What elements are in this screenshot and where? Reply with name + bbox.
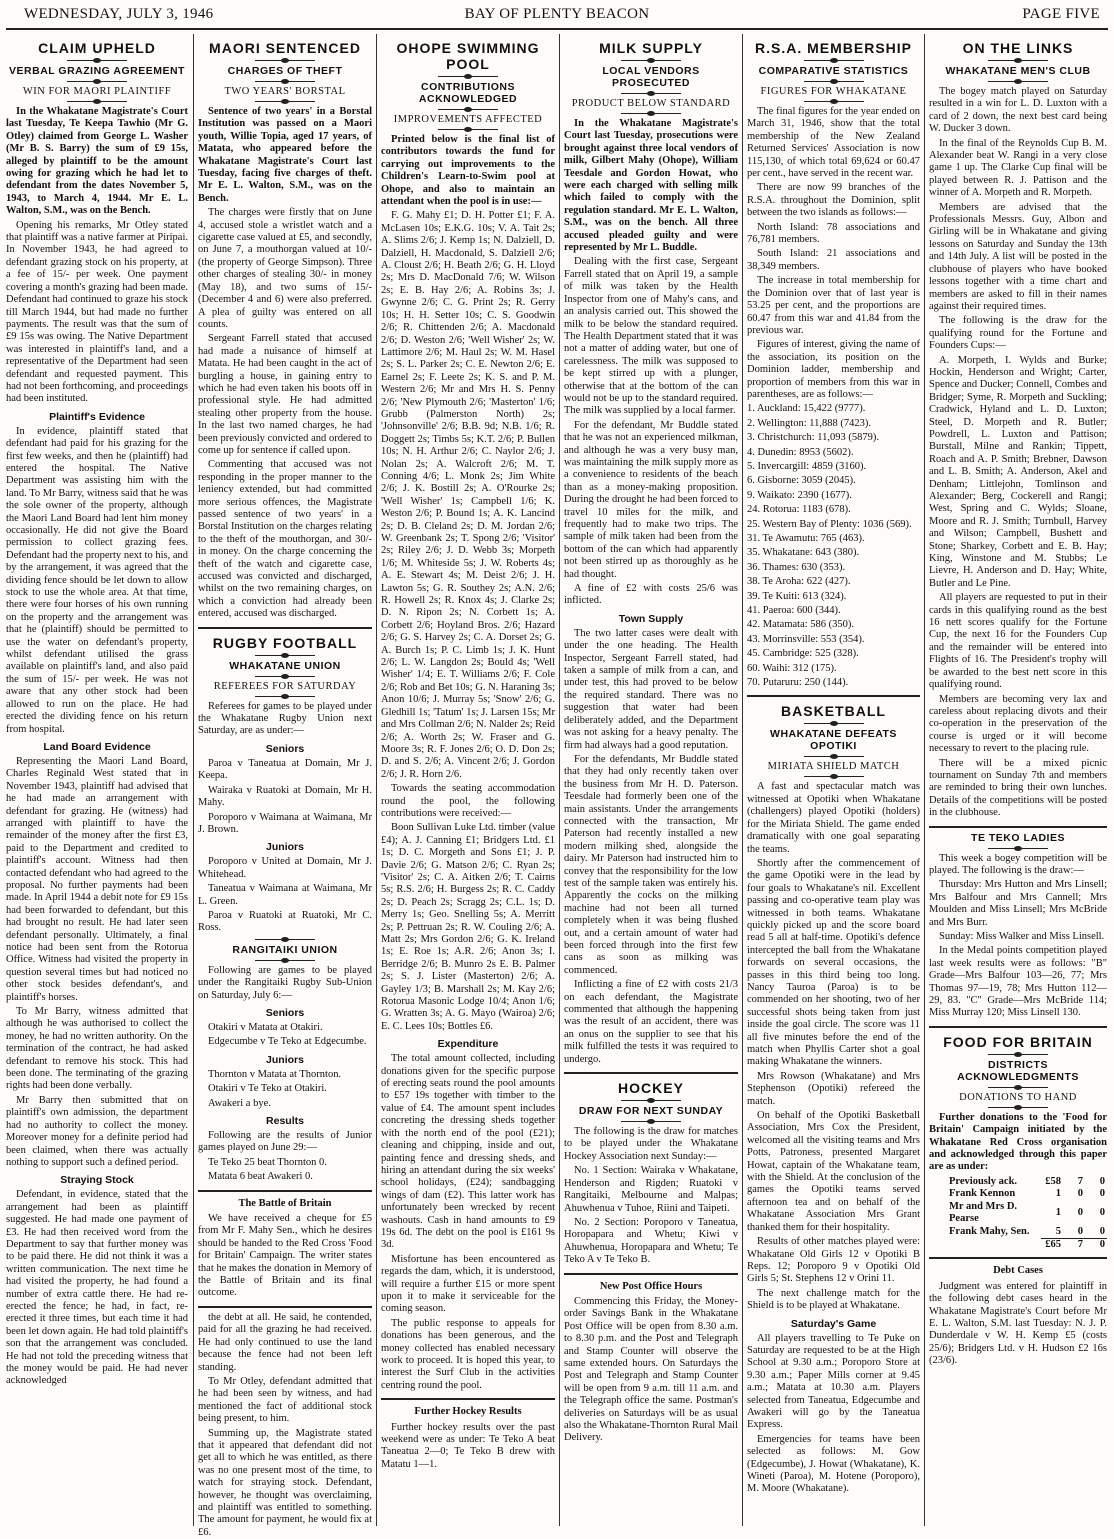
rank-item: 31. Te Awamutu: 765 (463). [747,533,865,544]
paragraph: For the defendant, Mr Buddle stated that he was not an experienced milkman, and although he was a very busy man, was maintaining the milk supply more as a convenience to residents of the beach than as a money-making proposition. During the drought he had been forced to travel 10 miles for the milk, and frequently had to make two trips. The sample of milk taken had been from the bottom of the can which had apparently not been stirred up as thoroughly as he had thought. [564,419,738,580]
rank-item: 24. Rotorua: 1183 (678). [747,504,851,516]
donations-table [929,1176,1107,1251]
section-heading: Seniors [265,1006,305,1019]
paragraph: Sunday: Miss Walker and Miss Linsell. [939,931,1105,942]
section-heading: Straying Stock [60,1174,134,1187]
rank-item: 41. Paeroa: 600 (344). [747,605,841,617]
paragraph: A fine of £2 with costs 25/6 was inflicted. [564,583,738,607]
pounds: 1 [1055,1206,1061,1218]
lead-paragraph: Sentence of two years' in a Borstal Institution was passed on a Maori youth, Willie Topia, aged 17 years, of Matata, who appeared before the Whakatane Magistrate's Court last Tuesday, facing five charges of theft. Mr E. L. Walton, S.M., was on the Bench. [198,106,372,204]
divider [255,81,315,82]
fixture: Edgecumbe v Te Teko at Edgecumbe. [208,1036,367,1048]
divider [988,81,1048,82]
rank-item: 36. Thames: 630 (353). [747,561,846,573]
masthead-rule [6,28,1108,30]
section-rule [198,627,372,629]
paragraph: We have received a cheque for £5 from Mr F. Mahy Sen., which he desires should be handed to the Red Cross 'Food for Britain' Campaign. The writer states that he makes the donation in Memory of the Battle of Britain and its final outcome. [198,1213,372,1299]
paragraph: Representing the Maori Land Board, Charles Reginald West stated that in November 1943, plaintiff had advised that he had made an arrangement with defendant for grazing. He (witness) had arranged with plaintiff to have the remainder of the money after the first £3, paid to the Department and credited to plaintiff's account. Witness had then contacted defendant who had agreed to the proposal. No further payments had been made. In April 1944 a debit note for £9 15s had been forwarded to defendant, but this had brought no result. He had later seen defendant personally. Ultimately, a final notice had been sent from the Rotorua Office. Witness had visited the property in question several times but had noticed no other stock besides defendant's, and plaintiff's horses. [6,755,188,1003]
paragraph: Mrs Rowson (Whakatane) and Mrs Stephenson (Opotiki) refereed the match. [747,1070,920,1107]
paragraph: Referees for games to be played under the Whakatane Rugby Union next Saturday, are as under:— [198,700,372,737]
divider [438,109,498,110]
paragraph: Mr Barry then submitted that on plaintiff's own admission, the department had no authority to collect the money. Moreover money for a definite period had been claimed, when there was actually nothing to support such a defined period. [6,1094,188,1168]
total-pence: 0 [1085,1238,1107,1251]
subheadline: REFEREES FOR SATURDAY [213,680,357,692]
rank-item: 5. Invercargill: 4859 (3160). [747,460,867,472]
headline: R.S.A. MEMBERSHIP [754,40,912,56]
paragraph: The total amount collected, including donations given for the specific purpose of erecting seats round the pool amounts to £57 19s together with timber to the value of £4. The amount spent includes concreting the dressing sheds together with the north end of the pool (£21); cleaning and chipping, inside and out, painting fence and dressing sheds, and hiring an attendant during the six weeks' school holidays, (£24); sandbagging wings of dam (£2). This latter work has unfortunately been wrecked by recent washouts. Cash in hand amounts to £9 19s 6d. The debt on the pool is £161 9s 3d. [381,1053,555,1251]
article-claim-upheld [6,34,188,1526]
fixture: Otakiri v Matata at Otakiri. [208,1021,323,1033]
divider [621,1100,681,1101]
donor-name: Mr and Mrs D. Pearse [949,1200,1018,1225]
total-pounds: £65 [1041,1238,1063,1251]
article-on-the-links [929,34,1107,1526]
divider [988,1087,1048,1088]
section-rule [564,1273,738,1275]
divider [804,723,864,724]
column-rule [559,34,560,1526]
column-rule [924,34,925,1526]
masthead [0,0,1114,26]
rank-item: 4. Dunedin: 8953 (5602). [747,446,854,458]
subheadline: VERBAL GRAZING AGREEMENT [9,65,185,77]
headline: FOOD FOR BRITAIN [943,1033,1093,1050]
divider [67,81,127,82]
lead-paragraph: Printed below is the final list of contributors towards the fund for carrying out improvements to the Children's Learn-to-Swim pool at Ohope, and also to maintain an attendant when the pool is in use:— [381,134,555,208]
divider [255,655,315,656]
section-heading: Juniors [266,1053,304,1066]
paragraph: All players travelling to Te Puke on Saturday are requested to be at the High School at 9.30 a.m.; Poroporo Store at 9.30 a.m.; Paper Mills corner at 9.45 a.m.; Matata at 10.30 a.m. Players selected from Taneatua, Edgecumbe and Awakeri will go by the Taneatua Express. [747,1332,920,1431]
divider [621,93,681,94]
table-row [929,1188,1107,1200]
divider [988,1107,1048,1108]
paragraph: Thursday: Mrs Hutton and Mrs Linsell; Mrs Balfour and Mrs Cannell; Mrs Moulden and Miss Linsell; Mrs McBride and Mrs Burr. [929,879,1107,928]
section-heading: The Battle of Britain [238,1197,332,1209]
paragraph: Emergencies for teams have been selected as follows: M. Gow (Edgecumbe), J. Howat (Whakatane), K. Wineti (Paroa), M. Hotene (Poroporo), M. Moore (Whakatane). [747,1433,920,1495]
subheadline: LOCAL VENDORS PROSECUTED [602,65,700,89]
paragraph: The bogey match played on Saturday resulted in a win for L. D. Luxton with a card of 2 down, the next best card being W. Ducker 3 down. [929,86,1107,135]
paragraph: Dealing with the first case, Sergeant Farrell stated that on April 19, a sample of milk was taken by the Health Inspector from one of Mahy's cans, and an analysis carried out. This showed the milk to be below the standard required. The Health Department stated that it was not a matter of adding water, but one of carelessness. The milk was supposed to be kept stirred up with a plunger, otherwise that at the bottom of the can would not be up to the standard required. The milk was supplied by a local farmer. [564,256,738,417]
paragraph: A fast and spectacular match was witnessed at Opotiki when Whakatane (challengers) played Opotiki (holders) for the Miriata Shield. The game ended dramatically with one goal separating the teams. [747,781,920,855]
headline: BASKETBALL [781,703,886,720]
pence: 0 [1099,1206,1105,1218]
article-rsa-membership [747,34,920,1526]
pence: 0 [1099,1188,1105,1200]
divider [67,101,127,102]
continued-paragraph: the debt at all. He said, he contended, paid for all the grazing he had received. He had only continued to use the land because the fence had not been left standing. [198,1311,372,1373]
section-heading: Plaintiff's Evidence [49,410,145,423]
rank-item: 25. Western Bay of Plenty: 1036 (569). [747,518,912,530]
paragraph: The increase in total membership for the Dominion over that of last year is 53.25 per cent, and the proportions are 60.47 from this war and 41.84 from the previous war. [747,275,920,336]
section-heading: Debt Cases [993,1265,1043,1277]
rank-item: 45. Cambridge: 525 (328). [747,648,859,660]
shillings: 0 [1077,1188,1083,1200]
divider [255,60,315,61]
headline: MILK SUPPLY [599,40,703,56]
section-rule [381,1398,555,1400]
section-heading: Seniors [265,742,305,755]
donor-name: Frank Mahy, Sen. [949,1225,1030,1237]
divider [988,1054,1048,1055]
paragraph: There will be a mixed picnic tournament on Sunday 7th and members are reminded to bring their own lunches. Details of the competitions will be posted in the clubhouse. [929,757,1107,819]
section-rule [564,1072,738,1074]
headline: MAORI SENTENCED [209,40,361,56]
article-milk-supply [564,34,738,1526]
section-heading: Results [266,1115,304,1127]
subheadline: FIGURES FOR WHAKATANE [760,86,907,97]
subheadline: DONATIONS TO HAND [959,1091,1077,1103]
paragraph: There are now 99 branches of the R.S.A. throughout the Dominion, split between the two islands as follows:— [747,182,920,219]
subheadline: TWO YEARS' BORSTAL [224,86,346,97]
divider [804,60,864,61]
fixture: Poroporo v Waimana at Waimana, Mr J. Brown. [198,811,372,835]
column-rule [376,34,377,1526]
rank-item: 70. Putaruru: 250 (144). [747,677,849,689]
divider [621,60,681,61]
divider [621,113,681,114]
divider [804,81,864,82]
subheadline: MIRIATA SHIELD MATCH [767,761,900,773]
subheadline: TE TEKO LADIES [971,831,1065,844]
paragraph: A. Morpeth, I. Wylds and Burke; Hockin, Henderson and Wright; Carter, Spence and Ducker; Connell, Combes and Bridger; Syme, R. Morpeth and Suckling; Cradwick, Hyland and L. D. Luxton; Steel, D. Morpeth and R. Butler; Powdrell, L. Luxton and Pattison; Burstall, Milne and Rankin; Tippett, Roach and A. P. Smith; Brebner, Dawson and L. B. Smith; A. Anderson, Akel and Denham; Littlejohn, Tomlinson and Alexander; Berg, Cockerell and Rangi; West, Spring and C. Wylds; Sloane, Moore and R. J. Smith; Turnbull, Harvey and Wilson; Campbell, Bushett and Stone; Sharkey, Corbett and E. B. Hay; King, Winstone and M. Stubbs; Le Lievre, H. Anderson and D. Hay; White, Butler and Le Pine. [929,354,1107,589]
fixture: Awakeri a bye. [208,1097,271,1109]
lead-paragraph: In the Whakatane Magistrate's Court last Tuesday, Te Keepa Tawhio (Mr G. Otley) claimed from George L. Washer (Mr B. S. Barry) the sum of £9 15s, alleged by plaintiff to be the amount owing for grazing which he had let to defendant from the dates November 5, 1943, to March 4, 1944. Mr E. L. Walton, S.M., was on the Bench. [6,106,188,217]
pounds: £58 [1045,1175,1061,1187]
paragraph: Following are the results of Junior games played on June 29:— [198,1130,372,1154]
paragraph: The charges were firstly that on June 4, accused stole a wristlet watch and a cigarette case valued at £5, and secondly, on June 7, a mouthorgan valued at 10/- (the property of George Simpson). Three other charges of stealing 30/- in money (May 18), and two sums of 15/- (December 4 and 6) were also preferred. A plea of guilty was entered on all counts. [198,207,372,330]
rank-item: 39. Te Kuiti: 613 (324). [747,590,847,602]
subheadline: WHAKATANE MEN'S CLUB [945,65,1091,77]
table-row [929,1226,1107,1239]
paragraph: The two latter cases were dealt with under the one heading. The Health Inspector, Sergeant Farrell stated, had taken a sample of milk from a can, and under test, this had proved to be below the required standard. There was no suggestion that water had been deliberately added, and the Department was not asking for a heavy penalty. The firm had always had a good reputation. [564,627,738,751]
newspaper-title: BAY OF PLENTY BEACON [464,6,650,22]
subheadline: COMPARATIVE STATISTICS [758,65,909,77]
rank-list [747,403,920,689]
headline: RUGBY FOOTBALL [212,634,358,651]
section-rule [198,1306,372,1308]
section-heading: Town Supply [618,612,684,625]
table-row [929,1201,1107,1226]
section-heading: New Post Office Hours [599,1280,703,1292]
shillings: 7 [1077,1175,1083,1187]
section-heading: Further Hockey Results [414,1406,522,1418]
paragraph: Commencing this Friday, the Money-order Savings Bank in the Whakatane Post Office will be open from 8.30 a.m. to 8.30 p.m. and the Post and Telegraph and Stamp Counter will observe the same extended hours. On Saturdays the Post and Telegraph and Stamp Counter will be open from 9 a.m. till 11 a.m. and the Telegraph office the same. Postman's deliveries on Saturdays will be as usual also the Whakatane-Thornton Rural Mail Delivery. [564,1295,738,1444]
section-heading: Land Board Evidence [43,740,151,753]
paragraph: Towards the seating accommodation round the pool, the following contributions were received:— [381,783,555,819]
fixture: Wairaka v Ruatoki at Domain, Mr H. Mahy. [198,784,372,809]
rank-item: 42. Matamata: 586 (350). [747,619,855,631]
divider [438,76,498,77]
total-shillings: 7 [1063,1238,1085,1251]
headline: HOCKEY [618,1080,684,1097]
divider [988,60,1048,61]
paragraph: The public response to appeals for donations has been generous, and the money collected has enabled necessary work to proceed. It is hoped this year, to interest the Surf Club in the activities centring round the pool. [381,1317,555,1391]
divider [438,129,498,130]
lead-paragraph: In the Whakatane Magistrate's Court last Tuesday, prosecutions were brought against three local vendors of milk, Gilbert Mahy (Ohope), William Teesdale and Gordon Howat, who were each charged with selling milk which failed to comply with the regulation standard. Mr E. L. Walton, S.M., was on the bench. All three accused pleaded guilty and were represented by Mr L. Buddle. [564,118,738,254]
paragraph: In the Medal points competition played last week results were as follows: "B" Grade—Mrs Balfour 103—26, 77; Mrs Thomas 97—19, 78; Mrs Hutton 112—29, 83. "C" Grade—Mrs McBride 114; Miss Murray 120; Miss Linsell 130. [929,945,1107,1019]
rank-item: 2. Wellington: 11,888 (7423). [747,417,871,429]
paragraph: Shortly after the commencement of the game Opotiki were in the lead by four goals to Whakatane's nil. Excellent passing and co-operative team play was witnessed in both teams. Whakatane quickly picked up and the score board read 5 all at half-time. Opotiki's defence intercepted the ball from the Whakatane forwards on several occasions, the passes in this third being too long. Nancy Tauroa (Paroa) is to be commended on her shooting, two of her successful shots being taken from just inside the goal circle. The score was 11 all five minutes before the end of the match when Phyllis Carter shot a goal making Whakatane the winners. [747,857,920,1068]
donor-name: Previously ack. [949,1175,1018,1187]
rank-item: 38. Te Aroha: 622 (427). [747,576,851,588]
divider [804,101,864,102]
section-rule [929,1257,1107,1259]
shillings: 0 [1077,1206,1083,1218]
paragraph: Figures of interest, giving the name of the association, its position on the Dominion ladder, membership and proportion of members from this war in parentheses, are as follows:— [747,339,920,400]
rank-item: 1. Auckland: 15,422 (9777). [747,403,866,415]
paragraph: On behalf of the Opotiki Basketball Association, Mrs Cox the President, welcomed all the visiting teams and Mrs Potts, Patroness, presented Margaret Howat, captain of the Whakatane team, with the Shield. At the conclusion of the games the Opotiki teams served afternoon tea and on behalf of the Whakatane Association Mrs Grant thanked them for their hospitality. [747,1110,920,1233]
paragraph: To Mr Barry, witness admitted that although he was authorised to collect the money, he had no written authority. On the termination of the contract, he had asked defendant to remove his stock. This had been done. The terminating of the grazing rights had been done verbally. [6,1006,188,1092]
paragraph: The next challenge match for the Shield is to be played at Whakatane. [747,1287,920,1312]
subheadline: CONTRIBUTIONS ACKNOWLEDGED [418,81,518,105]
contributor-list: Boon Sullivan Luke Ltd. timber (value £4); A. J. Canning £1; Bridgers Ltd. £1 1s; D. C. Morgeth and Sons £1; J. P. Davie 2/6; G. Matson 2/6; C. Ryan 2s; 'Visitor' 2s; C. A. Aitken 2/6; T. Cairns 5s; R.S. 2/6; H. Burgess 2s; R. C. Caddy 2s; D. Peach 2s; Scragg 2s; C.L. 1s; D. Merry 1s; Geo. Snelling 5s; A. Merritt 2s; P. Pettruan 2s; R. W. Couling 2/6; A. Matt 2s; Mrs Gordon 2/6; G. K. Ireland 1s; E. Roe 1s; A.R. 2/6; Anon 3s; I. Berridge 2/6; B. Munro 2s E. B. Palmer 2s; S. J. Lister (Masterton) 2/6; A. Gayley 1/3; B. Marshall 2s; M. Kay 2/6; Rotorua Masonic Lodge 10/4; Anon 1/6; G. Wratten 3s; A. G. Mayo (Wairoa) 2/6; E. C. Lees 10s; Bottles £6. [381,822,555,1032]
paragraph: No. 1 Section: Wairaka v Whakatane, Henderson and Rigden; Ruatoki v Rangitaiki, Melbourne and Malpas; Ahuwhenua v Tuhoe, Riini and Taipeti. [564,1165,738,1214]
fixture: Taneatua v Waimana at Waimana, Mr L. Green. [198,883,372,907]
paragraph: Results of other matches played were: Whakatane Old Girls 12 v Opotiki B Reps. 12; Poroporo 9 v Opotiki Old Girls 5; St. Stephens 12 v Orini 11. [747,1236,920,1285]
paragraph: South Island: 21 associations and 38,349 members. [747,248,920,272]
page-number: PAGE FIVE [1022,6,1100,22]
divider [255,676,315,677]
section-rule [198,1190,372,1192]
subheadline: PRODUCT BELOW STANDARD [571,98,731,109]
subheadline: WHAKATANE UNION [229,659,341,672]
paragraph: For the defendants, Mr Buddle stated that they had only recently taken over the business from Mr H. D. Paterson. Teesdale had formerly been one of the main assistants. Under the arrangements connected with the transaction, Mr Paterson had recently installed a new modern milking shed, alongside the dairy. Mr Paterson had instructed him to convey that the responsibility for the low test of the sample taken was entirely his. Apparently the cocks on the milking machine had not been all turned completely when it was being flushed out, and a certain amount of water had been forced through into the first few cans as soon as milking was commenced. [564,753,738,976]
divider [621,1121,681,1122]
divider [67,60,127,61]
paragraph: In the final of the Reynolds Cup B. M. Alexander beat W. Rangi in a very close game 1 up. The Clarke Cup final will be played between R. J. Pattison and the winner of A. Morpeth and R. Morpeth. [929,137,1107,199]
paragraph: No. 2 Section: Poroporo v Taneatua, Horopapara and Whetu; Kiwi v Ahuwhenua, Horopapara and Whetu; Te Teko A v Te Teko B. [564,1216,738,1266]
contributor-list: F. G. Mahy £1; D. H. Potter £1; F. A. McLasen 10s; E.K.G. 10s; V. A. Tait 2s; A. Slims 2/6; J. Kemp 1s; N. Dalziell, D. Dalziell, H. Macdonald, S. Dalziell 2/6; A. Cloust 2/6; H. Beath 2/6; G. H. Lloyd 2s; Mrs D. MacDonald 7/6; W. Wilson 2s; E. B. Hay 2/6; A. Robins 3s; J. Gwynne 2/6; C. G. Print 2s; R. Gerry 10s; H. H. Setter 10s; C. S. Goodwin 2/6; R. Chittenden 2/6; A. Macdonald 2/6; D. Weston 2/6; 'Well Wisher' 2s; W. Lattimore 2/6; M. Haul 2s; W. M. Hasel 2s; S. L. Parker 2s; C. E. Newton 2/6; E. Earnel 2s; F. Leete 2s; K. S. and P. M. Western 2/6; Mr and Mrs H. S. Penny 2/6; 'New Plymouth 2/6; 'Masterton' 1/6; Grubb (Palmerston North) 2s; 'Johnsonville' 2/6; B.B. 9d; N.B. 1/6; R. Doggett 2s; Timbs 5s; K.T. 2/6; P. Bullen 10s; N. H. Arthur 2/6; C. Naylor 2/6; J. Nolan 2s; A. Walcroft 2/6; M. T. Conning 4/6; L. Monk 2s; Jim White 2/6; J. K. Bostill 2s; A. O'Rourke 2s; 'Well Wisher' 1s; Campbell 1/6; K. Weston 2/6; P. Bound 1s; A. K. Lancind 2s; D. B. Cleland 2s; D. M. Jordan 2/6; W. Greenbank 2s; T. Spong 2/6; 'Visitor' 2s; Riley 2/6; J. D. Webb 3s; Morpeth 1/6; M. Whiteside 5s; J. W. Roberts 4s; A. E. Stewart 4s; M. Deist 2/6; J. H. Lawton 5s; G. R. Southey 2s; A.N. 2/6; R. Howell 2s; R. Knox 4s; J. Clarke 2s; D. N. Ripon 2s; N. Corbett 1s; A. Corbett 2/6; Hoyland Bros. 2/6; Hazard 2/6; G. S. Harvey 2s; C. A. Dorset 2s; G. A. Burch 1s; P. C. Limb 1s; J. K. Hunt 2/6; L. W. Langdon 2s; Bould 4s; 'Well Wisher' 1/4; E. T. Williams 2/6; F. Cole 2/6; Rob and Bet 10s; G. N. Haraning 3s; Anon 10/6; J. Murray 5s; 'Snow' 2/6; G. Gledhill 1s; 'Tatum' 1s; J. Larsen 15s; Mr and Mrs Collman 2/6; N. Nalder 2s; Reid 2/6; A. Worth 2s; W. Fraser and G. Moore 3s; R. F. Jones 2/6; O. D. Don 2s; D. and S. 2/6; A. Vincent 2/6; J. Gordon 2/6; J. R. Horn 2/6. [381,210,555,780]
article-ohope-pool [381,34,555,1526]
total-row [929,1238,1107,1251]
subheadline: CHARGES OF THEFT [227,65,343,77]
shillings: 0 [1077,1225,1083,1237]
rank-item: 35. Whakatane: 643 (380). [747,547,860,559]
fixture: Paroa v Taneatua at Domain, Mr J. Keepa. [198,757,372,782]
rank-item: 60. Waihi: 312 (175). [747,662,837,674]
headline: OHOPE SWIMMING POOL [396,40,540,72]
article-maori-sentenced [198,34,372,1538]
divider [255,101,315,102]
paragraph: This week a bogey competition will be played. The following is the draw:— [929,852,1107,876]
divider [804,776,864,777]
rank-item: 9. Waikato: 2390 (1677). [747,489,852,501]
paragraph: Misfortune has been encountered as regards the dam, which, it is understood, will require a further £15 or more spent upon it to make it serviceable for the coming season. [381,1253,555,1315]
paragraph: Sergeant Farrell stated that accused had made a nuisance of himself at Matata. He had been caught in the act of burgling a house, in gaining entry to which he had even taken his boots off in professional style. He had admitted stealing other property from the house. In the last two named charges, he had been previously convicted and ordered to come up for sentence if called upon. [198,333,372,456]
paragraph: The final figures for the year ended on March 31, 1946, show that the total membership of the New Zealand Returned Services' Association is now 115,130, of which total 69,624 or 60.47 per cent., have served in the recent war. [747,106,920,180]
subheadline: RANGITAIKI UNION [232,943,338,956]
paragraph: Members are advised that the Professionals Messrs. Guy, Albon and Girling will be in Whakatane and giving lessons on Saturday and Sunday the 13th and 14th July. A list will be posted in the clubhouse of players who have booked lessons together with a time chart and members are asked to fill in their names against their required times. [929,201,1107,312]
column-rule [742,34,743,1526]
paragraph: Judgment was entered for plaintiff in the following debt cases heard in the Whakatane Magistrate's Court before Mr E. L. Walton, S.M. last Tuesday: N. J. P. Dunderdale v W. H. Kemp £5 (costs 25/6); Bridgers Ltd. v H. Hudson £2 16s (23/6). [929,1280,1107,1367]
paragraph: Summing up, the Magistrate stated that it appeared that defendant did not get all to which he was entitled, as there was no one present most of the time, to watch for straying stock. Defendant, however, he thought was overclaiming, and plaintiff was entitled to something. The amount for payment, he would fix at £6. [198,1427,372,1538]
rank-item: 43. Morrinsville: 553 (354). [747,633,865,645]
fixture: Paroa v Ruatoki at Ruatoki, Mr C. Ross. [198,909,372,934]
fixture: Poroporo v United at Domain, Mr J. Whitehead. [198,856,372,880]
pence: 0 [1099,1225,1105,1237]
paragraph: Members are becoming very lax and careless about replacing divots and their co-operation in the preservation of the course is urged or it will become necessary to revert to the placing rule. [929,693,1107,755]
fixture: Otakiri v Te Teko at Otakiri. [208,1083,327,1095]
subheadline: DRAW FOR NEXT SUNDAY [578,1105,724,1118]
table-row [929,1176,1107,1188]
result: Matata 6 beat Awakeri 0. [208,1171,313,1183]
paragraph: Defendant, in evidence, stated that the arrangement had been as plaintiff suggested. He had made one payment of £3. He had then received word from the Department to say that further money was to be paid there. He did not think it was a written communication. The next time he had visited the property, he had found a number of extra cattle there. He had re-erected the fence; he had, in fact, re-erected it three times, but each time it had been let down again. He had told plaintiff's son that the arrangement was concluded. He had not told the preceding witness that the money would be paid. He had never acknowledged [6,1189,188,1387]
paragraph: The following is the draw for the qualifying round for the Fortune and Founders Cups:— [929,315,1107,352]
pounds: 5 [1055,1225,1061,1237]
divider [804,756,864,757]
page-columns [6,34,1110,1538]
paragraph: Further hockey results over the past weekend were as under: Te Teko A beat Taneatua 2—0; Te Teko B drew with Matatu 1—1. [381,1421,555,1470]
paragraph: Commenting that accused was not responding in the proper manner to the leniency extended, but had committed more serious offences, the Magistrate passed sentence of two years' in a Borstal Institution on the charges relating to the theft of the mouthorgan, and 30/- in money. On the charge concerning the theft of the watch and cigarette case, accused was convicted and discharged, whilst on the two remaining charges, on which a conviction had already been entered, accused was discharged. [198,459,372,620]
section-heading: Expenditure [437,1038,499,1051]
issue-date: WEDNESDAY, JULY 3, 1946 [24,6,214,22]
subheadline: WHAKATANE DEFEATS OPOTIKI [770,728,897,753]
paragraph: To Mr Otley, defendant admitted that he had been seen by witness, and had mentioned the fact of additional stock being present, to him. [198,1375,372,1425]
rank-item: 6. Gisborne: 3059 (2045). [747,475,856,487]
headline: CLAIM UPHELD [38,40,156,56]
section-heading: Saturday's Game [790,1317,877,1330]
subheadline: IMPROVEMENTS AFFECTED [393,114,543,125]
paragraph: The following is the draw for matches to be played under the Whakatane Hockey Association next Sunday:— [564,1126,738,1162]
paragraph: All players are requested to put in their cards in this qualifying round as the best 16 nett scores qualify for the Fortune Cup, the next 16 for the Founders Cup and the remainder will be entered into Flights of 16. The President's trophy will be awarded to the best nett score in this qualifying round. [929,592,1107,691]
section-rule [929,826,1107,828]
headline: ON THE LINKS [962,40,1074,56]
paragraph: North Island: 78 associations and 76,781 members. [747,221,920,246]
section-rule [747,695,920,697]
paragraph: Opening his remarks, Mr Otley stated that plaintiff was a native farmer at Piripai. In November 1943, he had agreed to defendant grazing stock on his property, at a fee of 15/- per week. One payment covering a month's grazing had been made. Defendant had continued to graze his stock till March 1944, but had made no further payments. The result was that the sum of £9 15s was owing. The Native Department was interested in plaintiff's land, and a representative of the Department had seen defendant and requested payment. This had not been forthcoming, and proceedings had been instituted. [6,219,188,405]
column-rule [193,34,194,1526]
lead-paragraph: Further donations to the 'Food for Britain' Campaign initiated by the Whakatane Red Cross organisation and acknowledged through this paper are as under: [929,1111,1107,1173]
section-heading: Juniors [266,841,304,854]
paragraph: Following are games to be played under the Rangitaiki Rugby Sub-Union on Saturday, July 6:— [198,964,372,1001]
divider [255,960,315,961]
result: Te Teko 25 beat Thornton 0. [208,1156,327,1168]
divider [255,939,315,940]
subheadline: WIN FOR MAORI PLAINTIFF [22,86,172,97]
divider [255,696,315,697]
divider [988,848,1048,849]
donor-name: Frank Kennon [949,1188,1016,1200]
paragraph: In evidence, plaintiff stated that defendant had paid for his grazing for the first few weeks, and then he (plaintiff) had entered the hospital. The Native Department was assisting him with the land. To Mr Barry, witness said that he was the sole owner of the property, although the Maori Land Board had lent him money occasionally. He did not give the Board permission to collect grazing fees. Defendant had the property next to his, and by the arrangement, it was agreed that the dividing fence should be let down to allow stock to use the whole area. At that time, there were four horses of his own running on the property and the arrangement was that he (plaintiff) should be permitted to use the water on defendant's property, whilst defendant utilised the grass available on plaintiff's land, and also paid the sum of 15/- per week. He was not aware that any other stock had been allowed to run on the place. He had erected the dividing fence on his return from hospital. [6,425,188,735]
section-rule [929,1026,1107,1028]
subheadline: DISTRICTS ACKNOWLEDGMENTS [957,1058,1079,1083]
rank-item: 3. Christchurch: 11,093 (5879). [747,432,880,444]
paragraph: Inflicting a fine of £2 with costs 21/3 on each defendant, the Magistrate commented that although the happening was the result of an accident, there was an onus on the supplier to see that his milk fulfilled the tests it was required to undergo. [564,979,738,1065]
fixture: Thornton v Matata at Thornton. [208,1068,342,1080]
pence: 0 [1099,1175,1105,1187]
pounds: 1 [1055,1188,1061,1200]
